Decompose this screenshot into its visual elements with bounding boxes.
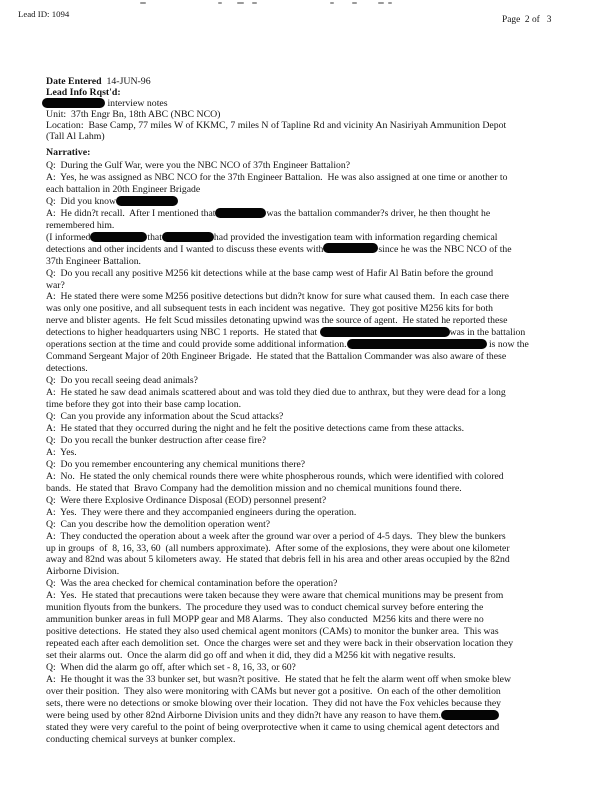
line-text: away and 82nd was about 5 kilometers away. He stated that debris fell in his area and other areas occupied by the 82nd — [46, 554, 510, 566]
line-text: 37th Engineer Battalion. — [46, 255, 141, 267]
line-text: Q: Do you recall any positive M256 kit detections while at the base camp west of Hafir Al Batin before the ground — [46, 267, 494, 279]
line-text: A: Yes. — [46, 446, 77, 458]
line-text: interview notes — [105, 98, 168, 110]
narrative-line — [46, 602, 529, 614]
narrative-line — [46, 303, 529, 315]
narrative-line — [46, 519, 529, 531]
meta-line — [46, 131, 506, 142]
line-text: set their alarms out. Once the alarm did go off and when it did, they did a M256 kit with negative results. — [46, 650, 456, 662]
narrative-line — [46, 411, 529, 423]
narrative-line — [46, 626, 529, 638]
narrative-line — [46, 471, 529, 483]
line-text: remembered him. — [46, 219, 115, 231]
narrative-line — [46, 435, 529, 447]
line-text: (Tall Al Lahm) — [46, 131, 105, 143]
lead-id-label: Lead ID: 1094 — [18, 9, 70, 19]
narrative-line — [46, 507, 529, 519]
meta-line — [46, 76, 506, 87]
field-label: Date Entered — [46, 76, 102, 87]
line-text: time before they got into their base camp location. — [46, 399, 242, 411]
line-text: (I informed — [46, 231, 91, 243]
line-text: Q: During the Gulf War, were you the NBC NCO of 37th Engineer Battalion? — [46, 160, 351, 171]
line-text: stated they were very careful to the point of being overprotective when it came to using chemical agent detectors and — [46, 721, 500, 733]
narrative-line — [46, 232, 529, 244]
redaction-bar — [42, 98, 105, 108]
narrative-block — [46, 160, 529, 746]
line-text: is now the — [486, 339, 529, 351]
narrative-line — [46, 172, 529, 184]
line-text: up in groups of 8, 16, 33, 60 (all numbers approximate). After some of the explosions, they were about one kilometer — [46, 542, 510, 554]
meta-line — [46, 109, 506, 120]
redaction-bar — [116, 196, 178, 206]
line-text: Q: Do you recall seeing dead animals? — [46, 375, 198, 387]
narrative-line — [46, 531, 529, 543]
line-text: bands. He stated that Bravo Company had the demolition mission and no chemical munitions found there. — [46, 482, 462, 494]
redaction-bar — [320, 327, 450, 337]
line-text: each battalion in 20th Engineer Brigade — [46, 183, 201, 195]
line-text: Unit: 37th Engr Bn, 18th ABC (NBC NCO) — [46, 109, 221, 121]
line-text: detections to higher headquarters using NBC 1 reports. He stated that — [46, 327, 320, 339]
line-text: were being used by other 82nd Airborne Division units and they didn?t have any reason to have them. — [46, 709, 441, 721]
line-text: A: He didn?t recall. After I mentioned that — [46, 207, 216, 219]
line-text: munition flyouts from the bunkers. The procedure they used was to conduct chemical survey before entering the — [46, 602, 484, 614]
meta-line — [46, 120, 506, 131]
narrative-line — [46, 375, 529, 387]
line-text: conducting chemical surveys at bunker complex. — [46, 733, 236, 745]
narrative-line — [46, 351, 529, 363]
line-text: Q: Can you describe how the demolition operation went? — [46, 518, 271, 530]
line-text: nerve and blister agents. He felt Scud missiles detonating upwind was the source of agent. He stated he reported these — [46, 315, 508, 327]
line-text: was the battalion commander?s driver, he then thought he — [266, 207, 491, 219]
line-text: Command Sergeant Major of 20th Engineer Brigade. He stated that the Battalion Commander was also aware of these — [46, 351, 507, 363]
line-text: that — [147, 231, 162, 243]
line-text: A: He stated that they occurred during the night and he felt the positive detections came from these attacks. — [46, 422, 465, 434]
line-text: Q: Were there Explosive Ordinance Disposal (EOD) personnel present? — [46, 494, 327, 506]
narrative-line — [46, 256, 529, 268]
line-text: Location: Base Camp, 77 miles W of KKMC, 7 miles N of Tapline Rd and vicinity An Nasiriyah Ammunition Depot — [46, 120, 507, 132]
narrative-line — [46, 244, 529, 256]
narrative-line — [46, 722, 529, 734]
narrative-line — [46, 495, 529, 507]
narrative-line — [46, 280, 529, 292]
redaction-bar — [347, 339, 487, 349]
line-text: A: He stated there were some M256 positive detections but didn?t know for sure what caused them. In each case there — [46, 291, 509, 303]
line-text: Airborne Division. — [46, 566, 120, 578]
line-text: ammunition bunker areas in full MOPP gear and M8 Alarms. They also conducted M256 kits and there were no — [46, 614, 484, 626]
narrative-line — [46, 447, 529, 459]
narrative-line — [46, 184, 529, 196]
narrative-line — [46, 734, 529, 746]
scan-artifact — [252, 2, 257, 4]
line-text: Q: Can you provide any information about the Scud attacks? — [46, 411, 284, 423]
line-text: since he was the NBC NCO of the — [378, 243, 512, 255]
redaction-bar — [323, 243, 378, 253]
narrative-line — [46, 614, 529, 626]
narrative-line — [46, 291, 529, 303]
narrative-line — [46, 543, 529, 555]
scan-artifact — [140, 2, 146, 4]
meta-line — [46, 98, 506, 109]
narrative-line — [46, 650, 529, 662]
line-text: Q: Do you recall the bunker destruction after cease fire? — [46, 434, 267, 446]
redaction-bar — [441, 710, 499, 720]
narrative-line — [46, 674, 529, 686]
line-text: A: Yes. He stated that precautions were taken because they were aware that chemical munitions may be present from — [46, 590, 504, 602]
narrative-line — [46, 459, 529, 471]
narrative-line — [46, 339, 529, 351]
line-text: repeated each after each demolition set. Once the charges were set and they were back in their observation location they — [46, 638, 514, 650]
narrative-line — [46, 710, 529, 722]
scan-artifact — [352, 2, 357, 4]
narrative-line — [46, 638, 529, 650]
narrative-line — [46, 268, 529, 280]
page-number-label: Page 2 of 3 — [502, 15, 552, 25]
narrative-line — [46, 483, 529, 495]
meta-block — [46, 76, 506, 143]
narrative-line — [46, 399, 529, 411]
narrative-line — [46, 662, 529, 674]
line-text: Q: Was the area checked for chemical contamination before the operation? — [46, 578, 338, 590]
narrative-line — [46, 387, 529, 399]
narrative-line — [46, 327, 529, 339]
line-text: was only one positive, and all subsequent tests in each incident was negative. They got positive M256 kits for both — [46, 303, 493, 315]
narrative-line — [46, 554, 529, 566]
scan-artifact — [330, 2, 334, 4]
line-text: detections. — [46, 363, 88, 375]
line-text: positive detections. He stated they also used chemical agent monitors (CAMs) to monitor the bunker area. This was — [46, 626, 499, 638]
line-text: operations section at the time and could provide some additional information. — [46, 339, 347, 351]
line-text: Q: Do you remember encountering any chemical munitions there? — [46, 458, 306, 470]
line-text: detections and other incidents and I wanted to discuss these events with — [46, 243, 324, 255]
redaction-bar — [162, 232, 214, 242]
narrative-line — [46, 315, 529, 327]
narrative-line — [46, 566, 529, 578]
narrative-line — [46, 686, 529, 698]
line-text: was in the battalion — [449, 327, 526, 339]
scan-artifact — [388, 2, 392, 4]
line-text: over their position. They also were monitoring with CAMs but never got a positive. On each of the other demolition — [46, 685, 501, 697]
narrative-line — [46, 698, 529, 710]
line-text: A: He thought it was the 33 bunker set, but wasn?t positive. He stated that he felt the alarm went off when smoke blew — [46, 673, 511, 685]
line-text: Q: Did you know — [46, 195, 116, 207]
narrative-line — [46, 363, 529, 375]
narrative-heading: Narrative: — [46, 147, 91, 158]
line-text: sets, there were no detections or smoke blowing over their location. They did not have the Fox vehicles because they — [46, 697, 502, 709]
narrative-line — [46, 578, 529, 590]
scan-artifact — [237, 2, 244, 4]
line-text: had provided the investigation team with information regarding chemical — [213, 231, 498, 243]
line-text: A: No. He stated the only chemical rounds there were white phospherous rounds, which were identified with colored — [46, 470, 504, 482]
line-text: war? — [46, 279, 65, 291]
line-text: 14-JUN-96 — [101, 76, 151, 87]
line-text: Q: When did the alarm go off, after which set - 8, 16, 33, or 60? — [46, 662, 296, 674]
line-text: A: Yes. They were there and they accompanied engineers during the operation. — [46, 506, 357, 518]
narrative-line — [46, 423, 529, 435]
narrative-line — [46, 196, 529, 208]
line-text: A: He stated he saw dead animals scattered about and was told they died due to anthrax, but they were dead for a long — [46, 387, 506, 399]
redaction-bar — [215, 208, 266, 218]
redaction-bar — [90, 232, 147, 242]
narrative-line — [46, 208, 529, 220]
scan-artifact — [218, 2, 222, 4]
narrative-line — [46, 590, 529, 602]
field-label: Lead Info Rqst'd: — [46, 87, 121, 99]
narrative-line — [46, 160, 529, 172]
scan-artifact — [378, 2, 384, 4]
meta-line — [46, 87, 506, 98]
line-text: A: Yes, he was assigned as NBC NCO for the 37th Engineer Battalion. He was also assigned at one time or another to — [46, 171, 508, 183]
narrative-line — [46, 220, 529, 232]
line-text: A: They conducted the operation about a week after the ground war over a period of 4-5 days. They blew the bunkers — [46, 530, 506, 542]
